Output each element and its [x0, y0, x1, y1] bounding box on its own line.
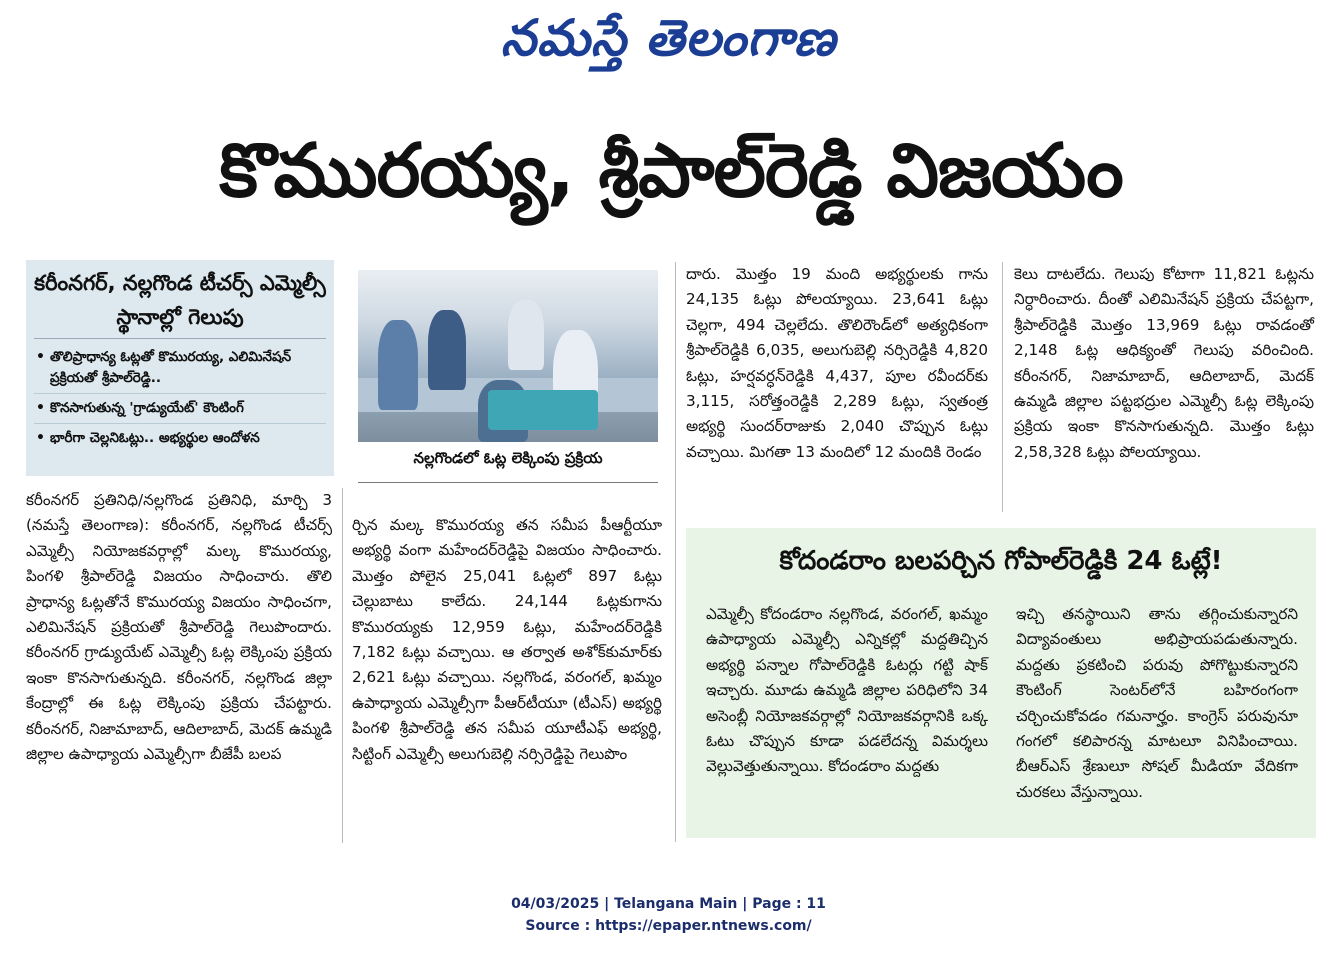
photo-person: [508, 300, 544, 370]
caption-divider: [358, 482, 658, 483]
photo-ballot-tub: [488, 390, 598, 430]
article-text: ర్చిన మల్క కొమురయ్య తన సమీప పీఆర్టీయూ అభ్యర్థి వంగా మహేందర్‌రెడ్డిపై విజయం సాధించారు. మొత్తం పోలైన 25,041 ఓట్లలో 897 ఓట్లు చెల్లుబాటు కాలేదు. 24,144 ఓట్లకుగాను కొమురయ్యకు 12,959 ఓట్లు, మహేందర్‌రెడ్డికి 7,182 ఓట్లు వచ్చాయి. ఆ తర్వాత అశోక్‌కుమార్‌కు 2,621 ఓట్లు వచ్చాయి. నల్లగొండ, వరంగల్‌, ఖమ్మం ఉపాధ్యాయ ఎమ్మెల్సీగా పీఆర్‌టీయూ (టీఎస్‌) అభ్యర్థి పింగళి శ్రీపాల్‌రెడ్డి తన సమీప యూటీఎఫ్‌ అభ్యర్థి, సిట్టింగ్‌ ఎమ్మెల్సీ అలుగుబెల్లి నర్సిరెడ్డిపై గెలుపొం: [352, 516, 662, 763]
article-text: కరీంనగర్‌ ప్రతినిధి/నల్లగొండ ప్రతినిధి, మార్చి 3 (నమస్తే తెలంగాణ): కరీంనగర్‌, నల్లగొండ టీచర్స్‌ ఎమ్మెల్సీ నియోజకవర్గాల్లో మల్క కొమురయ్య, పింగళి శ్రీపాల్‌రెడ్డి విజయం సాధించారు. తొలి ప్రాధాన్య ఓట్లతోనే కొమురయ్య విజయం సాధించగా, ఎలిమినేషన్‌ ప్రక్రియతో శ్రీపాల్‌రెడ్డి గెలుపొందారు. కరీంనగర్‌ గ్రాడ్యుయేట్‌ ఎమ్మెల్సీ ఓట్ల లెక్కింపు ప్రక్రియ ఇంకా కొనసాగుతున్నది. కరీంనగర్‌, నల్లగొండ జిల్లా కేంద్రాల్లో ఈ ఓట్ల లెక్కింపు ప్రక్రియ చేపట్టారు. కరీంనగర్‌, నిజామాబాద్‌, ఆదిలాబాద్‌, మెదక్‌ ఉమ్మడి జిల్లాల ఉపాధ్యాయ ఎమ్మెల్సీగా బీజేపీ బలప: [26, 491, 332, 764]
highlight-item: • తొలిప్రాధాన్య ఓట్లతో కొమురయ్య, ఎలిమినేషన్‌ ప్రక్రియతో శ్రీపాల్‌రెడ్డి..: [34, 343, 326, 394]
highlights-list: [34, 343, 326, 453]
news-box-column-2: ఇచ్చి తనస్థాయిని తాను తగ్గించుకున్నారని విద్యావంతులు అభిప్రాయపడుతున్నారు. మద్దతు ప్రకటించి పరువు పోగొట్టుకున్నారని కౌంటింగ్‌ సెంటర్‌లోనే బహిరంగంగా చర్చించుకోవడం గమనార్హం. కాంగ్రెస్‌ పరువునూ గంగలో కలిపారన్న మాటలూ వినిపించాయి. బీఆర్‌ఎస్‌ శ్రేణులూ సోషల్‌ మీడియా వేదికగా చురకలు వేస్తున్నాయి.: [1016, 605, 1298, 801]
news-box-column-1: ఎమ్మెల్సీ కోదండరాం నల్లగొండ, వరంగల్‌, ఖమ్మం ఉపాధ్యాయ ఎమ్మెల్సీ ఎన్నికల్లో మద్దతిచ్చిన అభ్యర్థి పన్నాల గోపాల్‌రెడ్డికి ఓటర్లు గట్టి షాక్‌ ఇచ్చారు. మూడు ఉమ్మడి జిల్లాల పరిధిలోని 34 అసెంబ్లీ నియోజకవర్గాల్లో నియోజకవర్గానికి ఒక్క ఓటు చొప్పున కూడా పడలేదన్న విమర్శలు వెల్లువెత్తుతున్నాయి. కోదండరాం మద్దతు: [706, 605, 988, 776]
sidebar-highlights: [26, 260, 334, 476]
sidebar-news-box: [686, 528, 1316, 838]
counting-photo: [358, 270, 658, 442]
article-column-4: [1014, 262, 1314, 465]
article-column-1: [26, 488, 332, 767]
column-divider: [675, 262, 676, 842]
article-column-3: [686, 262, 988, 465]
photo-person: [428, 310, 466, 390]
highlight-item: • కొనసాగుతున్న 'గ్రాడ్యుయేట్‌' కౌంటింగ్‌: [34, 394, 326, 424]
highlight-item: • భారీగా చెల్లనిఓట్లు.. అభ్యర్థుల ఆందోళన: [34, 424, 326, 453]
photo-caption: నల్లగొండలో ఓట్ల లెక్కింపు ప్రక్రియ: [413, 449, 603, 467]
column-divider: [342, 488, 343, 843]
masthead-logo: నమస్తే తెలంగాణ: [500, 8, 837, 67]
news-box-heading: కోదండరాం బలపర్చిన గోపాల్‌రెడ్డికి 24 ఓట్లే!: [779, 546, 1223, 576]
article-text: కెలు దాటలేదు. గెలుపు కోటాగా 11,821 ఓట్లను నిర్ధారించారు. దీంతో ఎలిమినేషన్‌ ప్రక్రియ చేపట్టగా, శ్రీపాల్‌రెడ్డికి మొత్తం 13,969 ఓట్లు రావడంతో 2,148 ఓట్ల ఆధిక్యంతో గెలుపు వరించింది. కరీంనగర్‌, నిజామాబాద్‌, ఆదిలాబాద్‌, మెదక్‌ ఉమ్మడి జిల్లాల పట్టభద్రుల ఎమ్మెల్సీ ఓట్ల లెక్కింపు ప్రక్రియ ఇంకా కొనసాగుతున్నది. మొత్తం ఓట్లు 2,58,328 ఓట్లు పోలయ్యాయి.: [1014, 265, 1314, 461]
main-headline: కొమురయ్య, శ్రీపాల్‌రెడ్డి విజయం: [219, 128, 1123, 214]
article-text: దారు. మొత్తం 19 మంది అభ్యర్థులకు గాను 24,135 ఓట్లు పోలయ్యాయి. 23,641 ఓట్లు చెల్లగా, 494 చెల్లలేదు. తొలిరౌండ్‌లో అత్యధికంగా శ్రీపాల్‌రెడ్డికి 6,035, అలుగుబెల్లి నర్సిరెడ్డికి 4,820 ఓట్లు, హర్షవర్ధన్‌రెడ్డికి 4,437, పూల రవీందర్‌కు 3,115, సరోత్తంరెడ్డికి 2,289 ఓట్లు, స్వతంత్ర అభ్యర్థి సుందర్‌రాజుకు 2,040 చొప్పున ఓట్లు వచ్చాయి. మిగతా 13 మందిలో 12 మందికి రెండం: [686, 265, 988, 461]
column-divider: [1002, 262, 1003, 512]
photo-person: [378, 320, 418, 410]
footer-date-edition: 04/03/2025 | Telangana Main | Page : 11: [511, 896, 826, 912]
sidebar-heading: కరీంనగర్‌, నల్లగొండ టీచర్స్‌ ఎమ్మెల్సీ స్థానాల్లో గెలుపు: [34, 266, 326, 339]
article-column-2: [352, 513, 662, 767]
footer-source-link[interactable]: Source : https://epaper.ntnews.com/: [525, 918, 812, 934]
